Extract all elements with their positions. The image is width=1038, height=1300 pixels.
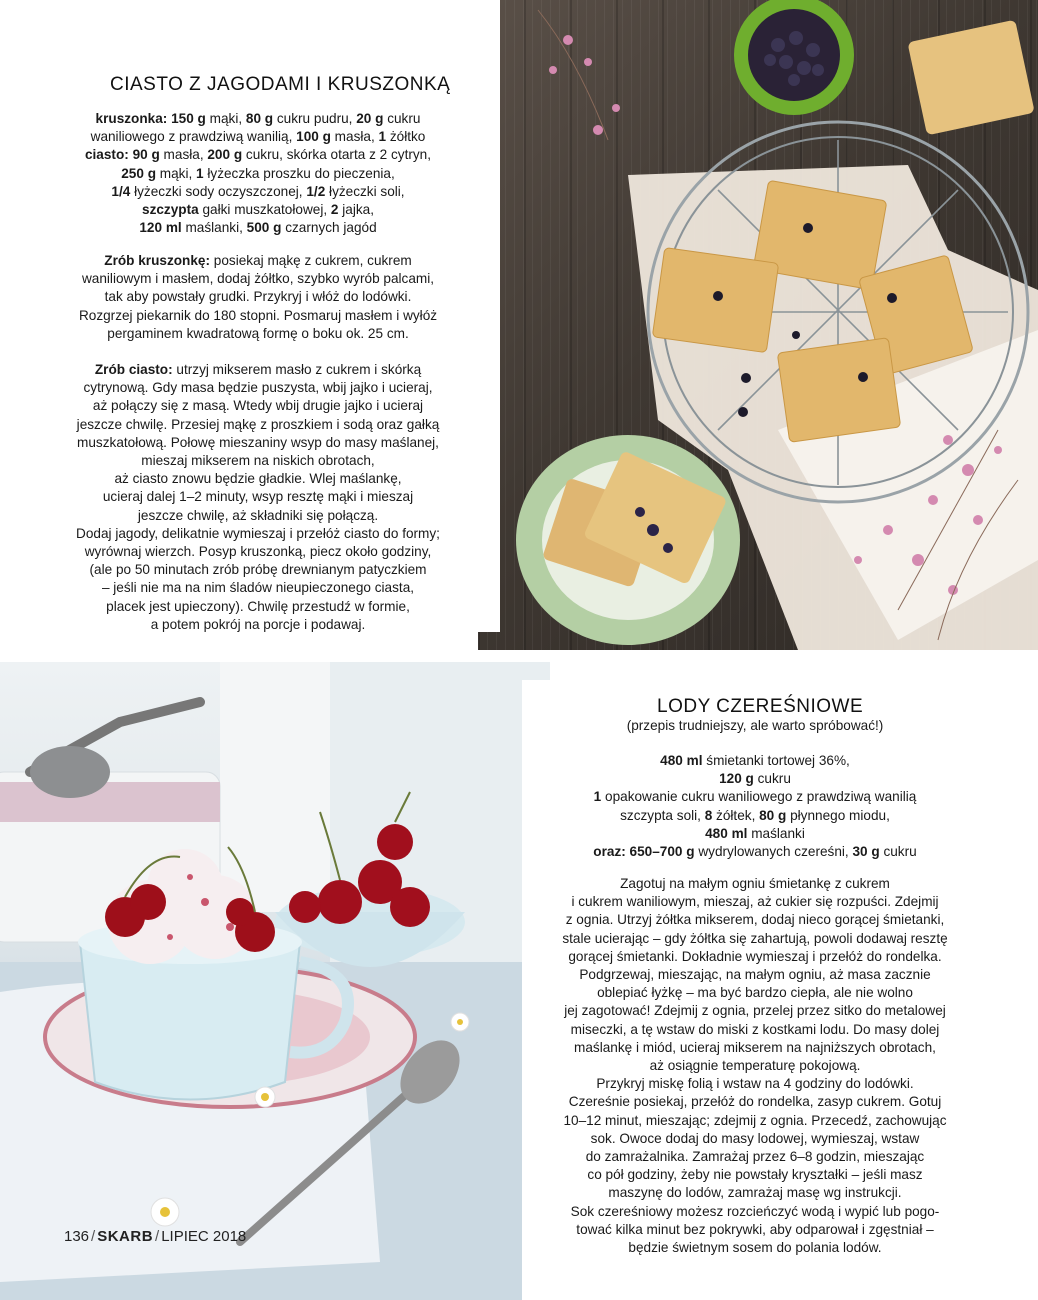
text-fragment: szczypta soli, xyxy=(620,807,705,823)
text-fragment: czarnych jagód xyxy=(281,220,377,236)
bold-fragment: 1/4 xyxy=(111,183,131,199)
ingredients-list xyxy=(522,752,988,861)
bold-fragment: 2 xyxy=(330,202,339,218)
text-fragment: opakowanie cukru waniliowego z prawdziwą wanilią xyxy=(601,789,917,805)
ingredient-line xyxy=(40,183,476,201)
magazine-brand: SKARB xyxy=(97,1228,154,1245)
text-fragment: masła, xyxy=(330,129,379,145)
bold-fragment: 100 g xyxy=(296,129,331,145)
ingredients-list xyxy=(40,110,476,237)
text-fragment: żółtko xyxy=(386,129,426,145)
bold-fragment: 250 g xyxy=(121,165,156,181)
bold-fragment: 80 g xyxy=(759,807,787,823)
step-heading: Zrób kruszonkę: xyxy=(104,253,211,268)
text-fragment: cukru pudru, xyxy=(273,111,357,126)
recipe-cherry-ice-cream xyxy=(522,680,1038,1300)
text-fragment: wydrylowanych czereśni, xyxy=(694,844,853,860)
bold-fragment: 8 xyxy=(704,807,713,823)
step-heading: Zrób ciasto: xyxy=(94,362,173,378)
bold-fragment: ciasto: xyxy=(84,147,129,163)
step-text: posiekaj mąkę z cukrem, cukrem waniliowym i masłem, dodaj żółtko, szybko wyrób palcami, tak aby powstały grudki. Przykryj i włóż do lodówki. Rozgrzej piekarnik do 180 stopni. Posmaruj masłem i wyłóż pergaminem kwadratową formę o boku ok. 25 cm. xyxy=(78,253,438,341)
bold-fragment: 1/2 xyxy=(306,183,326,199)
text-fragment: maślanki, xyxy=(181,220,247,236)
bold-fragment: 480 ml xyxy=(660,753,703,768)
bold-fragment: 120 ml xyxy=(139,220,182,236)
text-fragment: łyżeczki soli, xyxy=(325,183,405,199)
bold-fragment: szczypta xyxy=(142,202,199,218)
text-fragment: żółtek, xyxy=(712,807,760,823)
text-fragment: mąki, xyxy=(156,165,197,181)
preparation-steps xyxy=(40,252,476,634)
text-fragment: jajka, xyxy=(338,202,374,218)
bold-fragment: 30 g xyxy=(852,844,880,860)
text-fragment: masła, xyxy=(159,147,208,163)
page-number: 136 xyxy=(64,1228,90,1245)
ingredient-line xyxy=(522,788,988,806)
bold-fragment: 480 ml xyxy=(705,825,748,841)
bold-fragment: 1 xyxy=(593,789,602,805)
text-fragment: waniliowego z prawdziwą wanilią, xyxy=(90,129,297,145)
bold-fragment: 150 g xyxy=(171,111,206,126)
text-fragment: cukru xyxy=(383,111,421,126)
text-fragment: cukru xyxy=(879,844,917,860)
bold-fragment: kruszonka: xyxy=(95,111,168,126)
bold-fragment: 500 g xyxy=(246,220,282,236)
bold-fragment: 1 xyxy=(196,165,204,181)
text-fragment: łyżeczki sody oczyszczonej, xyxy=(130,183,307,199)
recipe-subtitle: (przepis trudniejszy, ale warto spróbować!) xyxy=(626,718,884,733)
step-paragraph xyxy=(40,252,476,343)
ingredient-line xyxy=(40,165,476,183)
text-fragment: śmietanki tortowej 36%, xyxy=(702,753,850,768)
bold-fragment: 90 g xyxy=(132,147,160,163)
preparation-steps: Zagotuj na małym ogniu śmietankę z cukrem i cukrem waniliowym, mieszaj, aż cukier się rozpuści. Zdejmij z ognia. Utrzyj żółtka mikserem, dodaj nieco gorącej śmietanki, stale ucierając – gdy żółtka się zahartują, powoli dodawaj resztę gorącej śmietanki. Dokładnie wymieszaj i przełóż do rondelka. Podgrzewaj, mieszając, na małym ogniu, aż masa zacznie oblepiać łyżkę – ma być bardzo ciepła, ale nie wolno jej zagotować! Zdejmij z ognia, przelej przez sitko do metalowej miseczki, a tę wstaw do miski z kostkami lodu. Do masy dolej maślankę i miód, ucieraj mikserem na najniższych obrotach, aż osiągnie temperaturę pokojową. Przykryj miskę folią i wstaw na 4 godziny do lodówki. Czereśnie posiekaj, przełóż do rondelka, zasyp cukrem. Gotuj 10–12 minut, mieszając; zdejmij z ognia. Przecedź, zachowując sok. Owoce dodaj do masy lodowej, wymieszaj, wstaw do zamrażalnika. Zamrażaj przez 6–8 godzin, mieszając co pół godziny, żeby nie powstały kryształki – jeśli masz maszynę do lodów, zamrażaj masę wg instrukcji. Sok czereśniowy możesz rozcieńczyć wodą i wypić lub pogo- tować kilka minut bez pokrywki, aby odparował i zgęstniał – będzie świetnym sosem do polania lodów. xyxy=(562,876,948,1256)
text-fragment: płynnego miodu, xyxy=(786,807,890,823)
step-text: utrzyj mikserem masło z cukrem i skórką cytrynową. Gdy masa będzie puszysta, wbij jajko i ucieraj, aż połączy się z masą. Wtedy wbij drugie jajko i ucieraj jeszcze chwilę. Przesiej mąkę z proszkiem i sodą oraz gałką muszkatołową. Połowę mieszaniny wsyp do masy maślanej, mieszaj mikserem na niskich obrotach, aż ciasto znowu będzie gładkie. Wlej maślankę, ucieraj dalej 1–2 minuty, wsyp resztę mąki i mieszaj jeszcze chwilę, aż składniki się połączą. Dodaj jagody, delikatnie wymieszaj i przełóż ciasto do formy; wyrównaj wierzch. Posyp kruszonką, piecz około godziny, (ale po 50 minutach zrób próbę drewnianym patyczkiem – jeśli nie ma na nim śladów nieupieczonego ciasta, placek jest upieczony). Chwilę przestudź w formie, a potem pokrój na porcje i podawaj. xyxy=(76,362,440,632)
ingredient-line xyxy=(40,146,476,164)
bold-fragment: 1 xyxy=(378,129,387,145)
ingredient-line xyxy=(40,219,476,237)
ingredient-line xyxy=(522,752,988,770)
issue-date: LIPIEC 2018 xyxy=(161,1228,247,1245)
text-fragment: cukru, skórka otarta z 2 cytryn, xyxy=(242,147,432,163)
cherry-ice-cream-photo xyxy=(0,662,550,1300)
bold-fragment: 200 g xyxy=(207,147,243,163)
ingredient-line xyxy=(522,825,988,843)
text-fragment: cukru xyxy=(753,771,791,787)
bold-fragment: 120 g xyxy=(719,771,754,787)
step-paragraph xyxy=(40,361,476,634)
ingredient-line xyxy=(522,807,988,825)
cherry-ice-cream-illustration xyxy=(0,662,550,1300)
page-footer: 136 / SKARB / LIPIEC 2018 xyxy=(64,1228,247,1245)
text-fragment: łyżeczka proszku do pieczenia, xyxy=(203,165,395,181)
blueberry-cake-photo xyxy=(478,0,1038,650)
text-fragment: maślanki xyxy=(747,825,805,841)
bold-fragment: 80 g xyxy=(245,111,274,126)
text-fragment: gałki muszkatołowej, xyxy=(198,202,331,218)
blueberry-cake-illustration xyxy=(478,0,1038,650)
ingredient-line xyxy=(522,843,988,861)
ingredient-line xyxy=(40,110,476,128)
bold-fragment: oraz: 650–700 g xyxy=(593,844,695,860)
ingredient-line xyxy=(40,201,476,219)
bold-fragment: 20 g xyxy=(356,111,384,126)
ingredient-line xyxy=(522,770,988,788)
ingredient-line xyxy=(40,128,476,146)
recipe-title: LODY CZEREŚNIOWE xyxy=(657,696,864,717)
text-fragment: mąki, xyxy=(205,111,246,126)
recipe-blueberry-cake xyxy=(0,0,500,632)
recipe-title: CIASTO Z JAGODAMI I KRUSZONKĄ xyxy=(110,74,451,95)
